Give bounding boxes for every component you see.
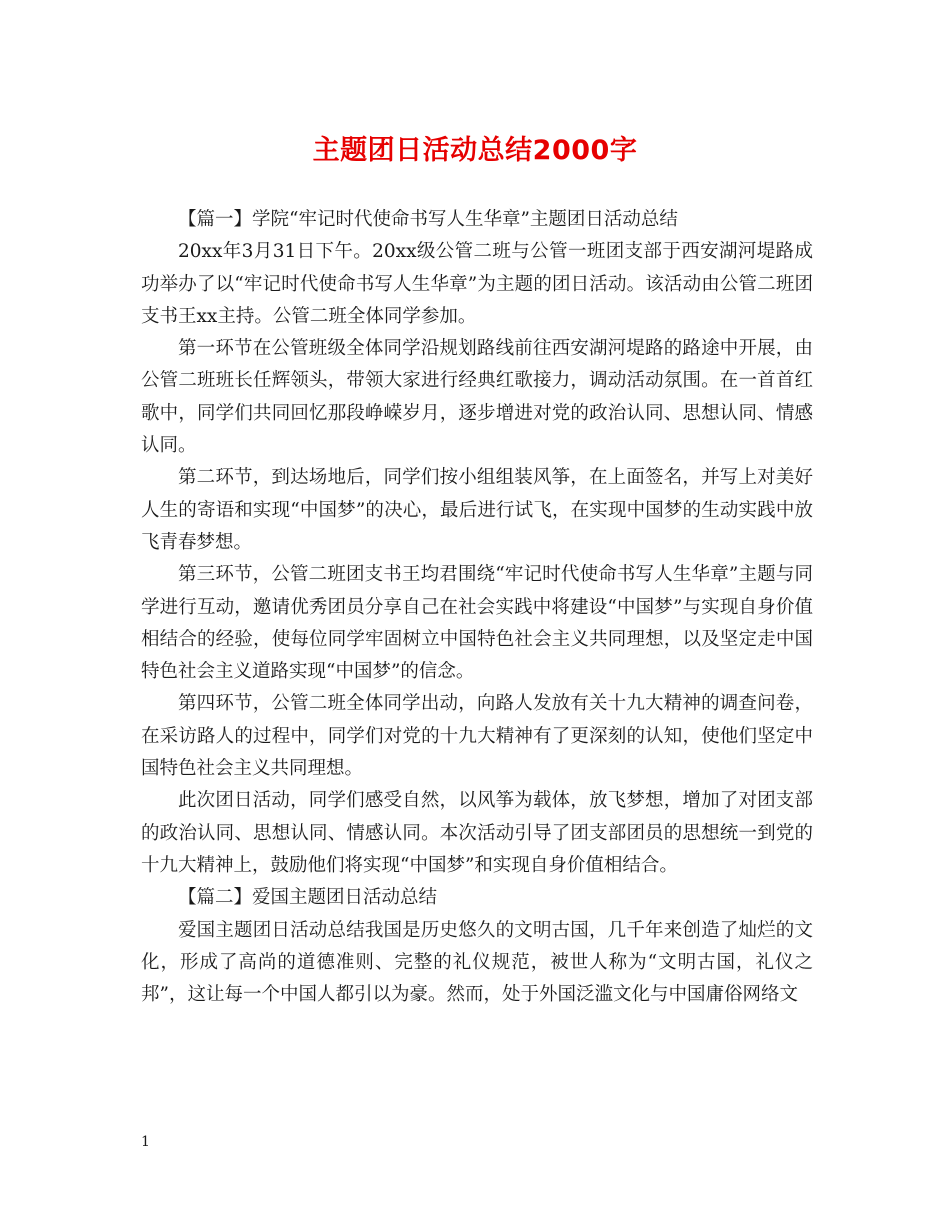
paragraph-5: 第三环节，公管二班团支书王均君围绕“牢记时代使命书写人生华章”主题与同学进行互动，邀请优秀团员分享自己在社会实践中将建设“中国梦”与实现自身价值相结合的经验，使每位同学牢固树立中国特色社会主义共同理想，以及坚定走中国特色社会主义道路实现“中国梦”的信念。 [141, 564, 813, 683]
document-body [141, 204, 813, 1011]
paragraph-9: 爱国主题团日活动总结我国是历史悠久的文明古国，几千年来创造了灿烂的文化，形成了高尚的道德准则、完整的礼仪规范，被世人称为“文明古国，礼仪之邦”，这让每一个中国人都引以为豪。然而，处于外国泛滥文化与中国庸俗网络文 [141, 919, 813, 1006]
paragraph-3: 第一环节在公管班级全体同学沿规划路线前往西安湖河堤路的路途中开展，由公管二班班长任辉领头，带领大家进行经典红歌接力，调动活动氛围。在一首首红歌中，同学们共同回忆那段峥嵘岁月，逐步增进对党的政治认同、思想认同、情感认同。 [141, 338, 813, 457]
paragraph-6: 第四环节，公管二班全体同学出动，向路人发放有关十九大精神的调查问卷，在采访路人的过程中，同学们对党的十九大精神有了更深刻的认知，使他们坚定中国特色社会主义共同理想。 [141, 693, 813, 780]
page-title: 主题团日活动总结2000字 [312, 135, 638, 166]
page-number: 1 [141, 1134, 150, 1150]
paragraph-1: 【篇一】学院“牢记时代使命书写人生华章”主题团日活动总结 [178, 209, 678, 230]
paragraph-2: 20xx年3月31日下午。20xx级公管二班与公管一班团支部于西安湖河堤路成功举办了以“牢记时代使命书写人生华章”为主题的团日活动。该活动由公管二班团支书王xx主持。公管二班全体同学参加。 [141, 241, 813, 327]
paragraph-7: 此次团日活动，同学们感受自然，以风筝为载体，放飞梦想，增加了对团支部的政治认同、思想认同、情感认同。本次活动引导了团支部团员的思想统一到党的十九大精神上，鼓励他们将实现“中国梦”和实现自身价值相结合。 [141, 790, 813, 876]
paragraph-4: 第二环节，到达场地后，同学们按小组组装风筝，在上面签名，并写上对美好人生的寄语和实现“中国梦”的决心，最后进行试飞，在实现中国梦的生动实践中放飞青春梦想。 [141, 467, 813, 553]
paragraph-8: 【篇二】爱国主题团日活动总结 [178, 887, 438, 909]
